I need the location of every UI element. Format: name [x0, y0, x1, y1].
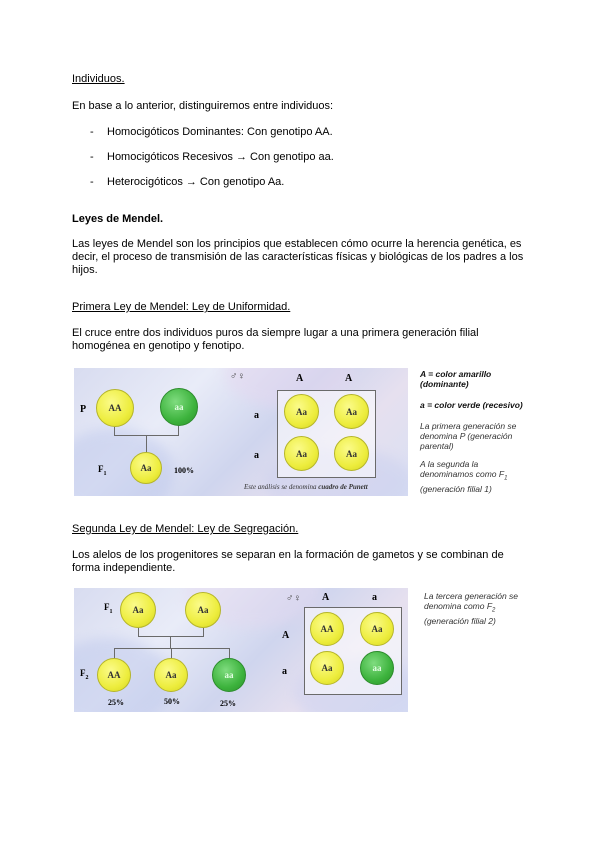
- connector-line: [114, 427, 115, 435]
- list-bullet: -: [90, 151, 94, 163]
- genotype-label: Aa: [197, 605, 209, 615]
- genotype-label: Aa: [346, 406, 357, 417]
- generation-p-label: P: [80, 404, 87, 415]
- connector-line: [114, 648, 115, 658]
- list-bullet: -: [90, 126, 94, 138]
- generation-f1-label: $F_1$: [104, 602, 113, 615]
- note-p-generation: La primera generación se denomina P (generación parental): [420, 421, 517, 451]
- punnett-col-header: A: [322, 592, 330, 603]
- generation-f1-label: $F_1$: [98, 464, 107, 477]
- punnett-row-header: A: [282, 630, 290, 641]
- percent-label: 25%: [108, 698, 124, 707]
- genotype-label: Aa: [321, 663, 333, 673]
- note-f1-generation: A la segunda la denominamos como $F_1$ (generación filial 1): [420, 459, 508, 494]
- sex-symbols-icon: ♂♀: [230, 371, 245, 382]
- genotype-label: Aa: [346, 448, 357, 459]
- punnett-row-header: a: [282, 666, 287, 677]
- figure-segregacion: [74, 588, 408, 712]
- primera-ley-paragraph: El cruce entre dos individuos puros da siempre lugar a una primera generación filial homogénea en genotipo y fenotipo.: [72, 327, 479, 352]
- child-circle: [97, 658, 131, 692]
- connector-line: [203, 628, 204, 636]
- parent-circle: [120, 592, 156, 628]
- punnett-cell: [310, 651, 344, 685]
- figure-caption: Este análisis se denomina cuadro de Punett: [244, 483, 368, 491]
- genotype-label: AA: [108, 403, 122, 413]
- percent-label: 25%: [220, 699, 236, 708]
- genotype-label: Aa: [296, 448, 307, 459]
- individuos-heading: Individuos.: [72, 73, 125, 85]
- punnett-cell: [360, 612, 394, 646]
- figure-uniformidad: [74, 368, 408, 496]
- list-item: Homocigóticos Recesivos → Con genotipo aa.: [107, 151, 334, 163]
- punnett-cell: [284, 394, 319, 429]
- genotype-label: aa: [372, 663, 382, 673]
- genotype-label: AA: [107, 670, 121, 680]
- connector-line: [138, 628, 139, 636]
- genotype-label: Aa: [132, 605, 144, 615]
- connector-line: [138, 636, 204, 637]
- percent-label: 50%: [164, 697, 180, 706]
- punnett-row-header: a: [254, 410, 259, 421]
- segunda-ley-heading: Segunda Ley de Mendel: Ley de Segregación.: [72, 523, 299, 535]
- leyes-heading: Leyes de Mendel.: [72, 213, 164, 225]
- punnett-row-header: a: [254, 450, 259, 461]
- connector-line: [171, 648, 172, 658]
- genotype-label: Aa: [371, 624, 383, 634]
- child-circle: [130, 452, 162, 484]
- connector-line: [114, 648, 230, 649]
- punnett-cell: [284, 436, 319, 471]
- genotype-label: Aa: [165, 670, 177, 680]
- genotype-label: Aa: [140, 463, 152, 473]
- connector-line: [229, 648, 230, 658]
- segunda-ley-paragraph: Los alelos de los progenitores se separan en la formación de gametos y se combinan de forma independiente.: [72, 549, 504, 574]
- punnett-cell: [334, 394, 369, 429]
- parent-circle: [185, 592, 221, 628]
- genotype-label: aa: [174, 402, 184, 412]
- punnett-cell: [334, 436, 369, 471]
- punnett-col-header: A: [296, 373, 304, 384]
- percent-label: 100%: [174, 466, 194, 475]
- connector-line: [170, 636, 171, 648]
- genotype-label: Aa: [296, 406, 307, 417]
- punnett-cell: [360, 651, 394, 685]
- list-bullet: -: [90, 176, 94, 188]
- punnett-col-header: A: [345, 373, 353, 384]
- note-recessive: a = color verde (recesivo): [420, 400, 523, 410]
- connector-line: [178, 426, 179, 435]
- genotype-label: aa: [224, 670, 234, 680]
- generation-f2-label: $F_2$: [80, 668, 89, 681]
- child-circle: [212, 658, 246, 692]
- punnett-col-header: a: [372, 592, 377, 603]
- list-item: Homocigóticos Dominantes: Con genotipo AA.: [107, 126, 333, 138]
- note-dominant: A = color amarillo (dominante): [420, 369, 492, 389]
- parent-circle: [96, 389, 134, 427]
- child-circle: [154, 658, 188, 692]
- list-item: Heterocigóticos → Con genotipo Aa.: [107, 176, 285, 188]
- sex-symbols-icon: ♂♀: [286, 593, 301, 604]
- connector-line: [146, 435, 147, 452]
- leyes-paragraph: Las leyes de Mendel son los principios que establecen cómo ocurre la herencia genética, es decir, el proceso de transmisión de las características físicas y biológicas de los padres a los hijos.: [72, 238, 524, 276]
- genotype-label: AA: [320, 624, 334, 634]
- individuos-intro: En base a lo anterior, distinguiremos entre individuos:: [72, 100, 334, 112]
- primera-ley-heading: Primera Ley de Mendel: Ley de Uniformidad.: [72, 301, 291, 313]
- punnett-cell: [310, 612, 344, 646]
- note-f2-generation: La tercera generación se denomina como $F_2$ (generación filial 2): [424, 591, 519, 626]
- parent-circle: [160, 388, 198, 426]
